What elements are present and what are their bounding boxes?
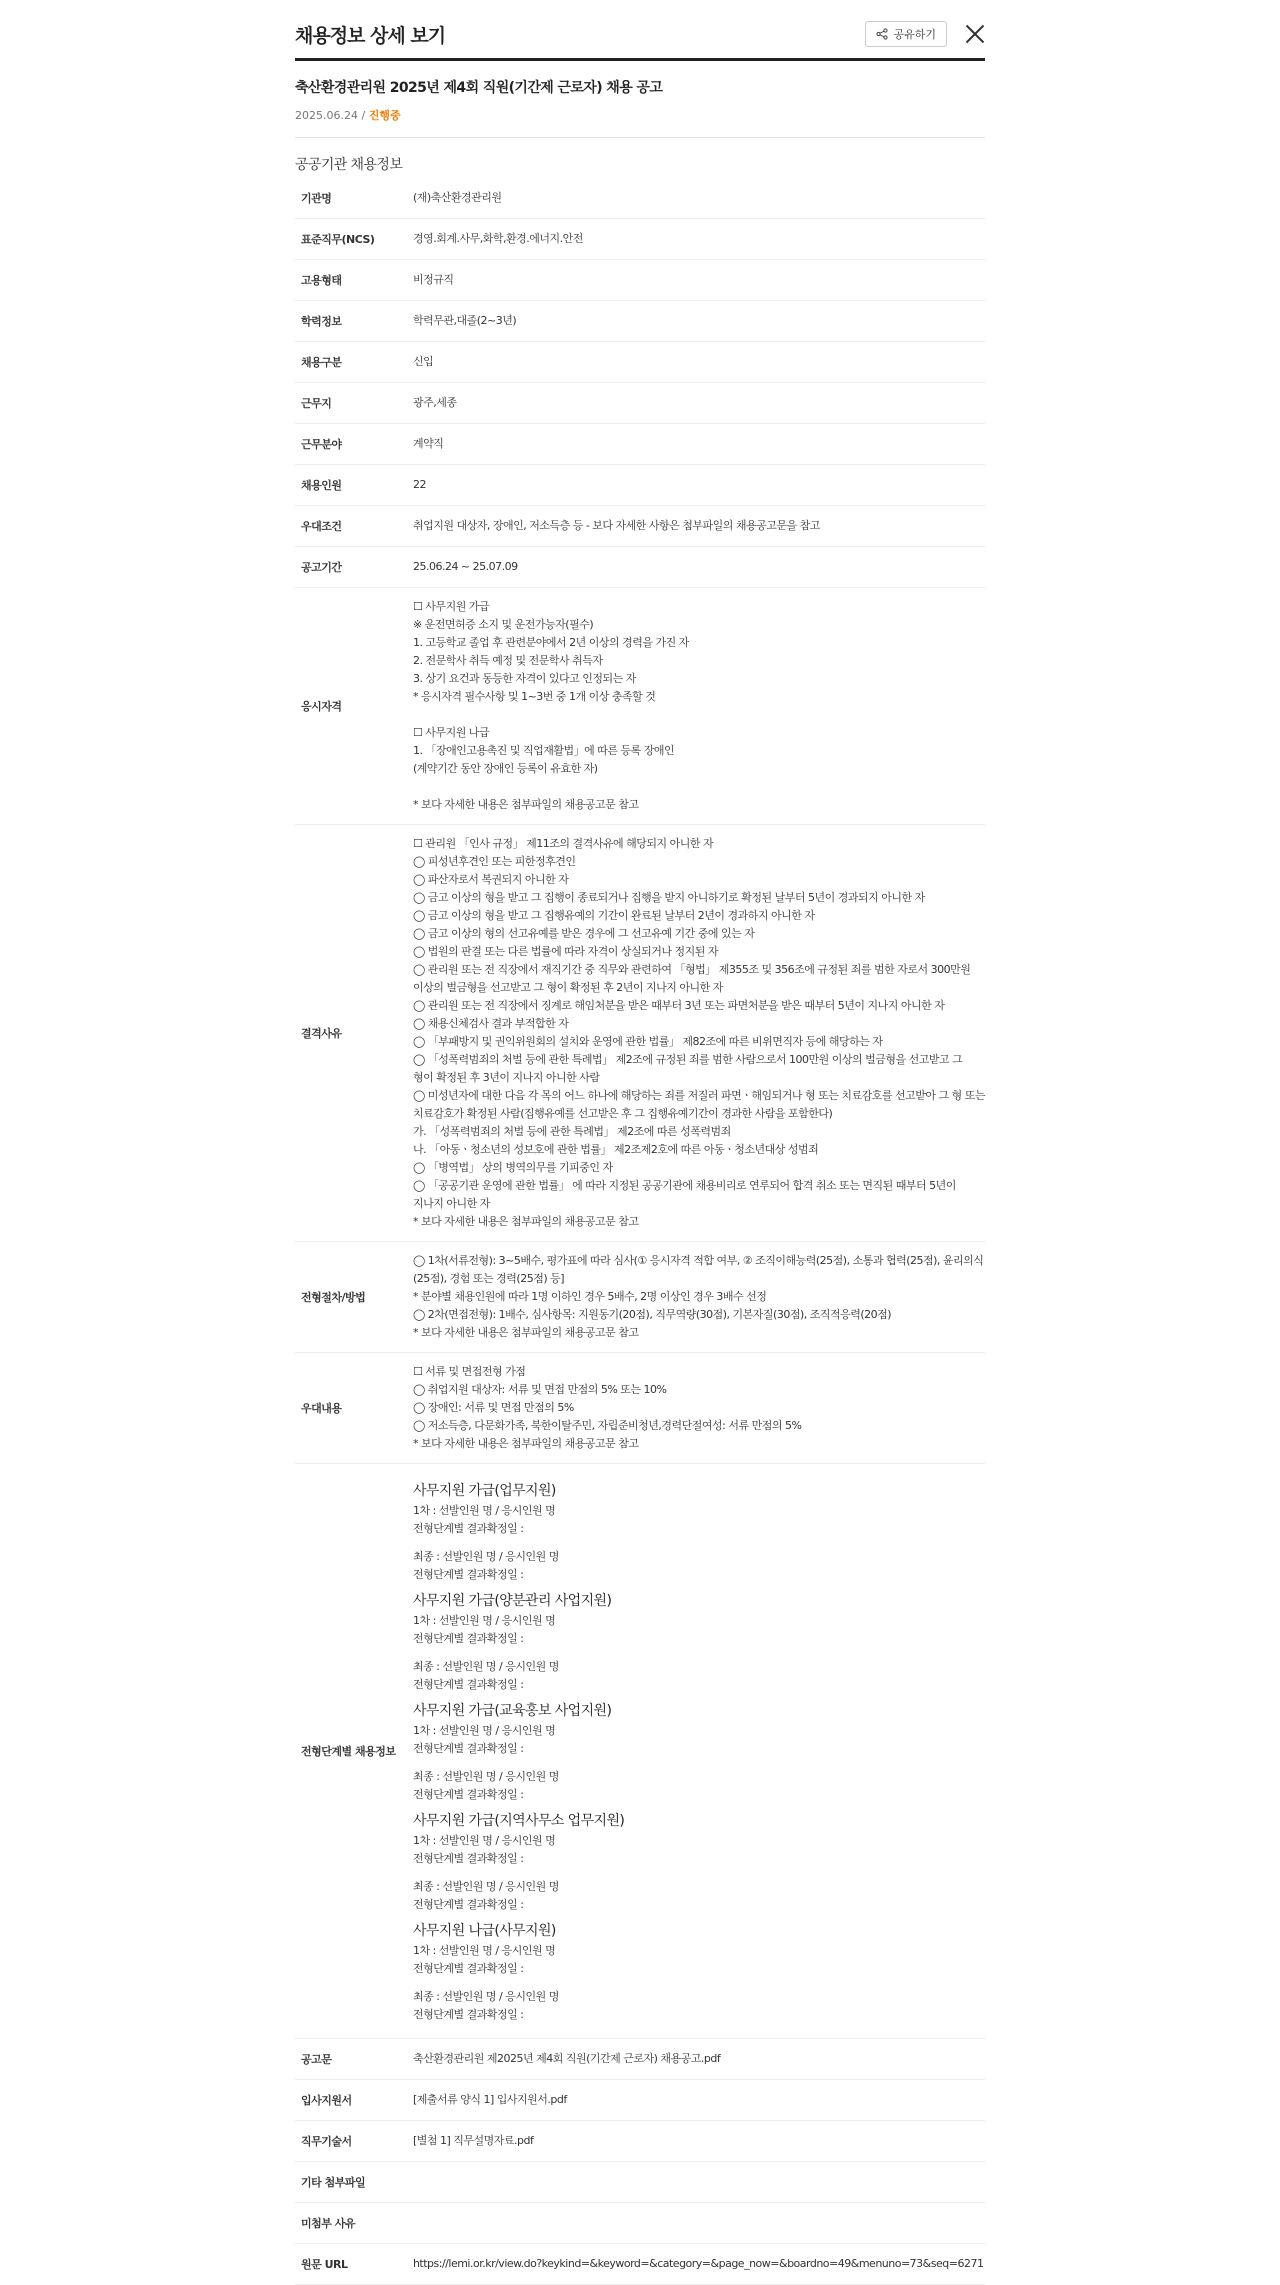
benefit-lines (413, 1353, 985, 1464)
stage-first: 1차 : 선발인원 명 / 응시인원 명 (412, 1834, 556, 1847)
text-line: ◯ 「공공기관 운영에 관한 법률」 에 따라 지정된 공공기관에 채용비리로 연루되어 합격 취소 또는 면직된 때부터 5년이 (412, 1179, 956, 1192)
row-label: 응시자격 (295, 588, 413, 825)
row-label: 전형단계별 채용정보 (295, 1464, 413, 2039)
row-label: 근무지 (295, 383, 413, 424)
row-other-files (295, 2162, 985, 2203)
source-url-link[interactable]: https://lemi.or.kr/view.do?keykind=&keyword=&category=&page_now=&boardno=49&menuno=73&seq=6271 (412, 2257, 984, 2270)
row-value: 학력무관,대졸(2~3년) (413, 301, 985, 342)
text-line: 지나지 아니한 자 (412, 1197, 490, 1210)
post-date: 2025.06.24 / (295, 109, 366, 122)
text-line: * 보다 자세한 내용은 첨부파일의 채용공고문 참고 (412, 1215, 639, 1228)
stage-final-date: 전형단계별 결과확정일 : (412, 1568, 524, 1581)
stage-first: 1차 : 선발인원 명 / 응시인원 명 (412, 1614, 556, 1627)
row-label: 공고기간 (295, 547, 413, 588)
stage-title: 사무지원 가급(지역사무소 업무지원) (412, 1813, 625, 1829)
row-process (295, 1242, 985, 1353)
share-button[interactable] (865, 21, 947, 47)
text-line (413, 706, 985, 724)
text-line: 가. 「성폭력범죄의 처벌 등에 관한 특례법」 제2조에 따른 성폭력범죄 (412, 1125, 731, 1138)
text-line: ◯ 채용신체검사 결과 부적합한 자 (412, 1017, 569, 1030)
page-header (295, 14, 985, 61)
text-line: ◯ 관리원 또는 전 직장에서 재직기간 중 직무와 관련하여 「형법」 제355조 및 356조에 규정된 죄를 범한 자로서 300만원 (412, 963, 971, 976)
text-line: ◯ 「병역법」 상의 병역의무를 기피중인 자 (412, 1161, 613, 1174)
text-line: ◯ 파산자로서 복권되지 아니한 자 (412, 873, 569, 886)
stage-final-date: 전형단계별 결과확정일 : (412, 1678, 524, 1691)
text-line: ◯ 「부패방지 및 권익위원회의 설치와 운영에 관한 법률」 제82조에 따른 비위면직자 등에 해당하는 자 (412, 1035, 883, 1048)
post-meta (295, 107, 985, 123)
row-label: 고용형태 (295, 260, 413, 301)
row-label: 미첨부 사유 (295, 2203, 413, 2244)
row-label: 전형절차/방법 (295, 1242, 413, 1353)
status-badge: 진행중 (368, 109, 401, 122)
row-preference (295, 506, 985, 547)
stage-final-date: 전형단계별 결과확정일 : (412, 2008, 524, 2021)
qualification-lines (413, 588, 985, 825)
row-label: 학력정보 (295, 301, 413, 342)
row-label: 표준직무(NCS) (295, 219, 413, 260)
text-line: 이상의 벌금형을 선고받고 그 형이 확정된 후 2년이 지나지 아니한 자 (412, 981, 723, 994)
text-line: ◯ 피성년후견인 또는 피한정후견인 (412, 855, 576, 868)
stage-final: 최종 : 선발인원 명 / 응시인원 명 (412, 1550, 559, 1563)
text-line: ◯ 관리원 또는 전 직장에서 징계로 해임처분을 받은 때부터 3년 또는 파면처분을 받은 때부터 5년이 지나지 아니한 자 (412, 999, 945, 1012)
recruit-detail-page (295, 0, 985, 2285)
stage-final: 최종 : 선발인원 명 / 응시인원 명 (412, 1990, 559, 2003)
text-line: ☐ 사무지원 가급 (412, 600, 490, 613)
stage-first-date: 전형단계별 결과확정일 : (412, 1852, 524, 1865)
row-org (295, 178, 985, 219)
row-value: 신입 (413, 342, 985, 383)
stage-final: 최종 : 선발인원 명 / 응시인원 명 (412, 1660, 559, 1673)
stage-title: 사무지원 나급(사무지원) (412, 1923, 556, 1939)
text-line: ◯ 금고 이상의 형을 받고 그 집행유예의 기간이 완료된 날부터 2년이 경과하지 아니한 자 (412, 909, 815, 922)
text-line: ☐ 서류 및 면접전형 가점 (412, 1365, 526, 1378)
text-line: ◯ 저소득층, 다문화가족, 북한이탈주민, 자립준비청년,경력단절여성: 서류 만점의 5% (412, 1419, 802, 1432)
row-label: 기관명 (295, 178, 413, 219)
stages-list (413, 1464, 985, 2039)
close-icon[interactable] (965, 24, 985, 44)
row-value: 25.06.24 ~ 25.07.09 (413, 547, 985, 588)
row-value: (재)축산환경관리원 (413, 178, 985, 219)
text-line: ◯ 취업지원 대상자: 서류 및 면접 만점의 5% 또는 10% (412, 1383, 667, 1396)
text-line: ☐ 관리원 「인사 규정」 제11조의 결격사유에 해당되지 아니한 자 (412, 837, 714, 850)
row-field (295, 424, 985, 465)
text-line: ◯ 2차(면접전형): 1배수, 심사항목: 지원동기(20점), 직무역량(30점), 기본자질(30점), 조직적응력(20점) (412, 1308, 892, 1321)
text-line: 치료감호가 확정된 사람(집행유예를 선고받은 후 그 집행유예기간이 경과한 사람을 포함한다) (412, 1107, 833, 1120)
row-value: 계약직 (413, 424, 985, 465)
stage-group (413, 1702, 985, 1804)
text-line: 형이 확정된 후 3년이 지나지 아니한 사람 (412, 1071, 600, 1084)
row-label: 채용구분 (295, 342, 413, 383)
row-value (413, 2162, 985, 2203)
text-line: ◯ 1차(서류전형): 3~5배수, 평가표에 따라 심사(① 응시자격 적합 여부, ② 조직이해능력(25점), 소통과 협력(25점), 윤리의식 (412, 1254, 984, 1267)
text-line: 3. 상기 요건과 동등한 자격이 있다고 인정되는 자 (412, 672, 636, 685)
text-line: ◯ 「성폭력범죄의 처벌 등에 관한 특례법」 제2조에 규정된 죄를 범한 사람으로서 100만원 이상의 벌금형을 선고받고 그 (412, 1053, 963, 1066)
text-line: * 보다 자세한 내용은 첨부파일의 채용공고문 참고 (412, 798, 639, 811)
row-value: 22 (413, 465, 985, 506)
text-line: (계약기간 동안 장애인 등록이 유효한 자) (412, 762, 598, 775)
row-notice (295, 2039, 985, 2080)
row-label: 채용인원 (295, 465, 413, 506)
row-label: 공고문 (295, 2039, 413, 2080)
row-disqualification (295, 825, 985, 1242)
stage-title: 사무지원 가급(교육홍보 사업지원) (412, 1703, 612, 1719)
text-line: ◯ 장애인: 서류 및 면접 만점의 5% (412, 1401, 574, 1414)
text-line: ◯ 금고 이상의 형의 선고유예를 받은 경우에 그 선고유예 기간 중에 있는 자 (412, 927, 755, 940)
text-line: ◯ 미성년자에 대한 다음 각 목의 어느 하나에 해당하는 죄를 저질러 파면ㆍ해임되거나 형 또는 치료감호를 선고받아 그 형 또는 (412, 1089, 985, 1102)
text-line (413, 778, 985, 796)
row-value: 광주,세종 (413, 383, 985, 424)
row-recruit-type (295, 342, 985, 383)
job-desc-file-link[interactable]: [별첨 1] 직무설명자료.pdf (412, 2134, 534, 2147)
stage-group (413, 1482, 985, 1584)
stage-title: 사무지원 가급(양분관리 사업지원) (412, 1593, 612, 1609)
text-line: * 응시자격 필수사항 및 1~3번 중 1개 이상 충족할 것 (412, 690, 656, 703)
stage-first-date: 전형단계별 결과확정일 : (412, 1742, 524, 1755)
stage-first-date: 전형단계별 결과확정일 : (412, 1632, 524, 1645)
row-benefit (295, 1353, 985, 1464)
row-label: 기타 첨부파일 (295, 2162, 413, 2203)
row-stages (295, 1464, 985, 2039)
row-headcount (295, 465, 985, 506)
row-period (295, 547, 985, 588)
row-label: 입사지원서 (295, 2080, 413, 2121)
row-value: 비정규직 (413, 260, 985, 301)
text-line: * 보다 자세한 내용은 첨부파일의 채용공고문 참고 (412, 1437, 639, 1450)
stage-final-date: 전형단계별 결과확정일 : (412, 1898, 524, 1911)
row-value (413, 2203, 985, 2244)
row-job-desc (295, 2121, 985, 2162)
disqualification-lines (413, 825, 985, 1242)
post-header (295, 61, 985, 138)
stage-final: 최종 : 선발인원 명 / 응시인원 명 (412, 1770, 559, 1783)
text-line: 나. 「아동ㆍ청소년의 성보호에 관한 법률」 제2조제2호에 따른 아동ㆍ청소년대상 성범죄 (412, 1143, 819, 1156)
text-line: 1. 고등학교 졸업 후 관련분야에서 2년 이상의 경력을 가진 자 (412, 636, 689, 649)
row-no-attach-reason (295, 2203, 985, 2244)
stage-group (413, 1812, 985, 1914)
stage-first-date: 전형단계별 결과확정일 : (412, 1522, 524, 1535)
text-line: (25점), 경험 또는 경력(25점) 등] (412, 1272, 565, 1285)
header-actions (865, 21, 985, 47)
text-line: * 분야별 채용인원에 따라 1명 이하인 경우 5배수, 2명 이상인 경우 3배수 선정 (412, 1290, 767, 1303)
stage-final-date: 전형단계별 결과확정일 : (412, 1788, 524, 1801)
row-label: 직무기술서 (295, 2121, 413, 2162)
row-education (295, 301, 985, 342)
stage-first: 1차 : 선발인원 명 / 응시인원 명 (412, 1504, 556, 1517)
row-label: 우대조건 (295, 506, 413, 547)
text-line: * 보다 자세한 내용은 첨부파일의 채용공고문 참고 (412, 1326, 639, 1339)
stage-first-date: 전형단계별 결과확정일 : (412, 1962, 524, 1975)
row-location (295, 383, 985, 424)
application-file-link[interactable]: [제출서류 양식 1] 입사지원서.pdf (412, 2093, 567, 2106)
row-qualification (295, 588, 985, 825)
stage-first: 1차 : 선발인원 명 / 응시인원 명 (412, 1724, 556, 1737)
row-value: 취업지원 대상자, 장애인, 저소득층 등 - 보다 자세한 사항은 첨부파일의 채용공고문을 참고 (413, 506, 985, 547)
text-line: 1. 「장애인고용촉진 및 직업재활법」에 따른 등록 장애인 (412, 744, 675, 757)
row-application (295, 2080, 985, 2121)
text-line: ☐ 사무지원 나급 (412, 726, 490, 739)
text-line: ◯ 금고 이상의 형을 받고 그 집행이 종료되거나 집행을 받지 아니하기로 확정된 날부터 5년이 경과되지 아니한 자 (412, 891, 925, 904)
share-button-label: 공유하기 (893, 28, 936, 41)
row-value: 경영.회계.사무,화학,환경.에너지.안전 (413, 219, 985, 260)
row-label: 근무분야 (295, 424, 413, 465)
row-employ-type (295, 260, 985, 301)
row-label: 결격사유 (295, 825, 413, 1242)
row-ncs (295, 219, 985, 260)
row-label: 우대내용 (295, 1353, 413, 1464)
info-table (295, 178, 985, 2285)
text-line: 2. 전문학사 취득 예정 및 전문학사 취득자 (412, 654, 603, 667)
stage-group (413, 1922, 985, 2024)
post-title: 축산환경관리원 2025년 제4회 직원(기간제 근로자) 채용 공고 (295, 80, 663, 96)
share-icon (876, 28, 888, 40)
text-line: ※ 운전면허증 소지 및 운전가능자(필수) (412, 618, 594, 631)
text-line: ◯ 법원의 판결 또는 다른 법률에 따라 자격이 상실되거나 정지된 자 (412, 945, 719, 958)
process-lines (413, 1242, 985, 1353)
row-label: 원문 URL (295, 2244, 413, 2285)
stage-final: 최종 : 선발인원 명 / 응시인원 명 (412, 1880, 559, 1893)
stage-group (413, 1592, 985, 1694)
section-title: 공공기관 채용정보 (295, 157, 403, 173)
page-title: 채용정보 상세 보기 (295, 24, 446, 47)
stage-title: 사무지원 가급(업무지원) (412, 1483, 556, 1499)
stage-first: 1차 : 선발인원 명 / 응시인원 명 (412, 1944, 556, 1957)
row-source-url (295, 2244, 985, 2285)
notice-file-link[interactable]: 축산환경관리원 제2025년 제4회 직원(기간제 근로자) 채용공고.pdf (412, 2052, 721, 2065)
